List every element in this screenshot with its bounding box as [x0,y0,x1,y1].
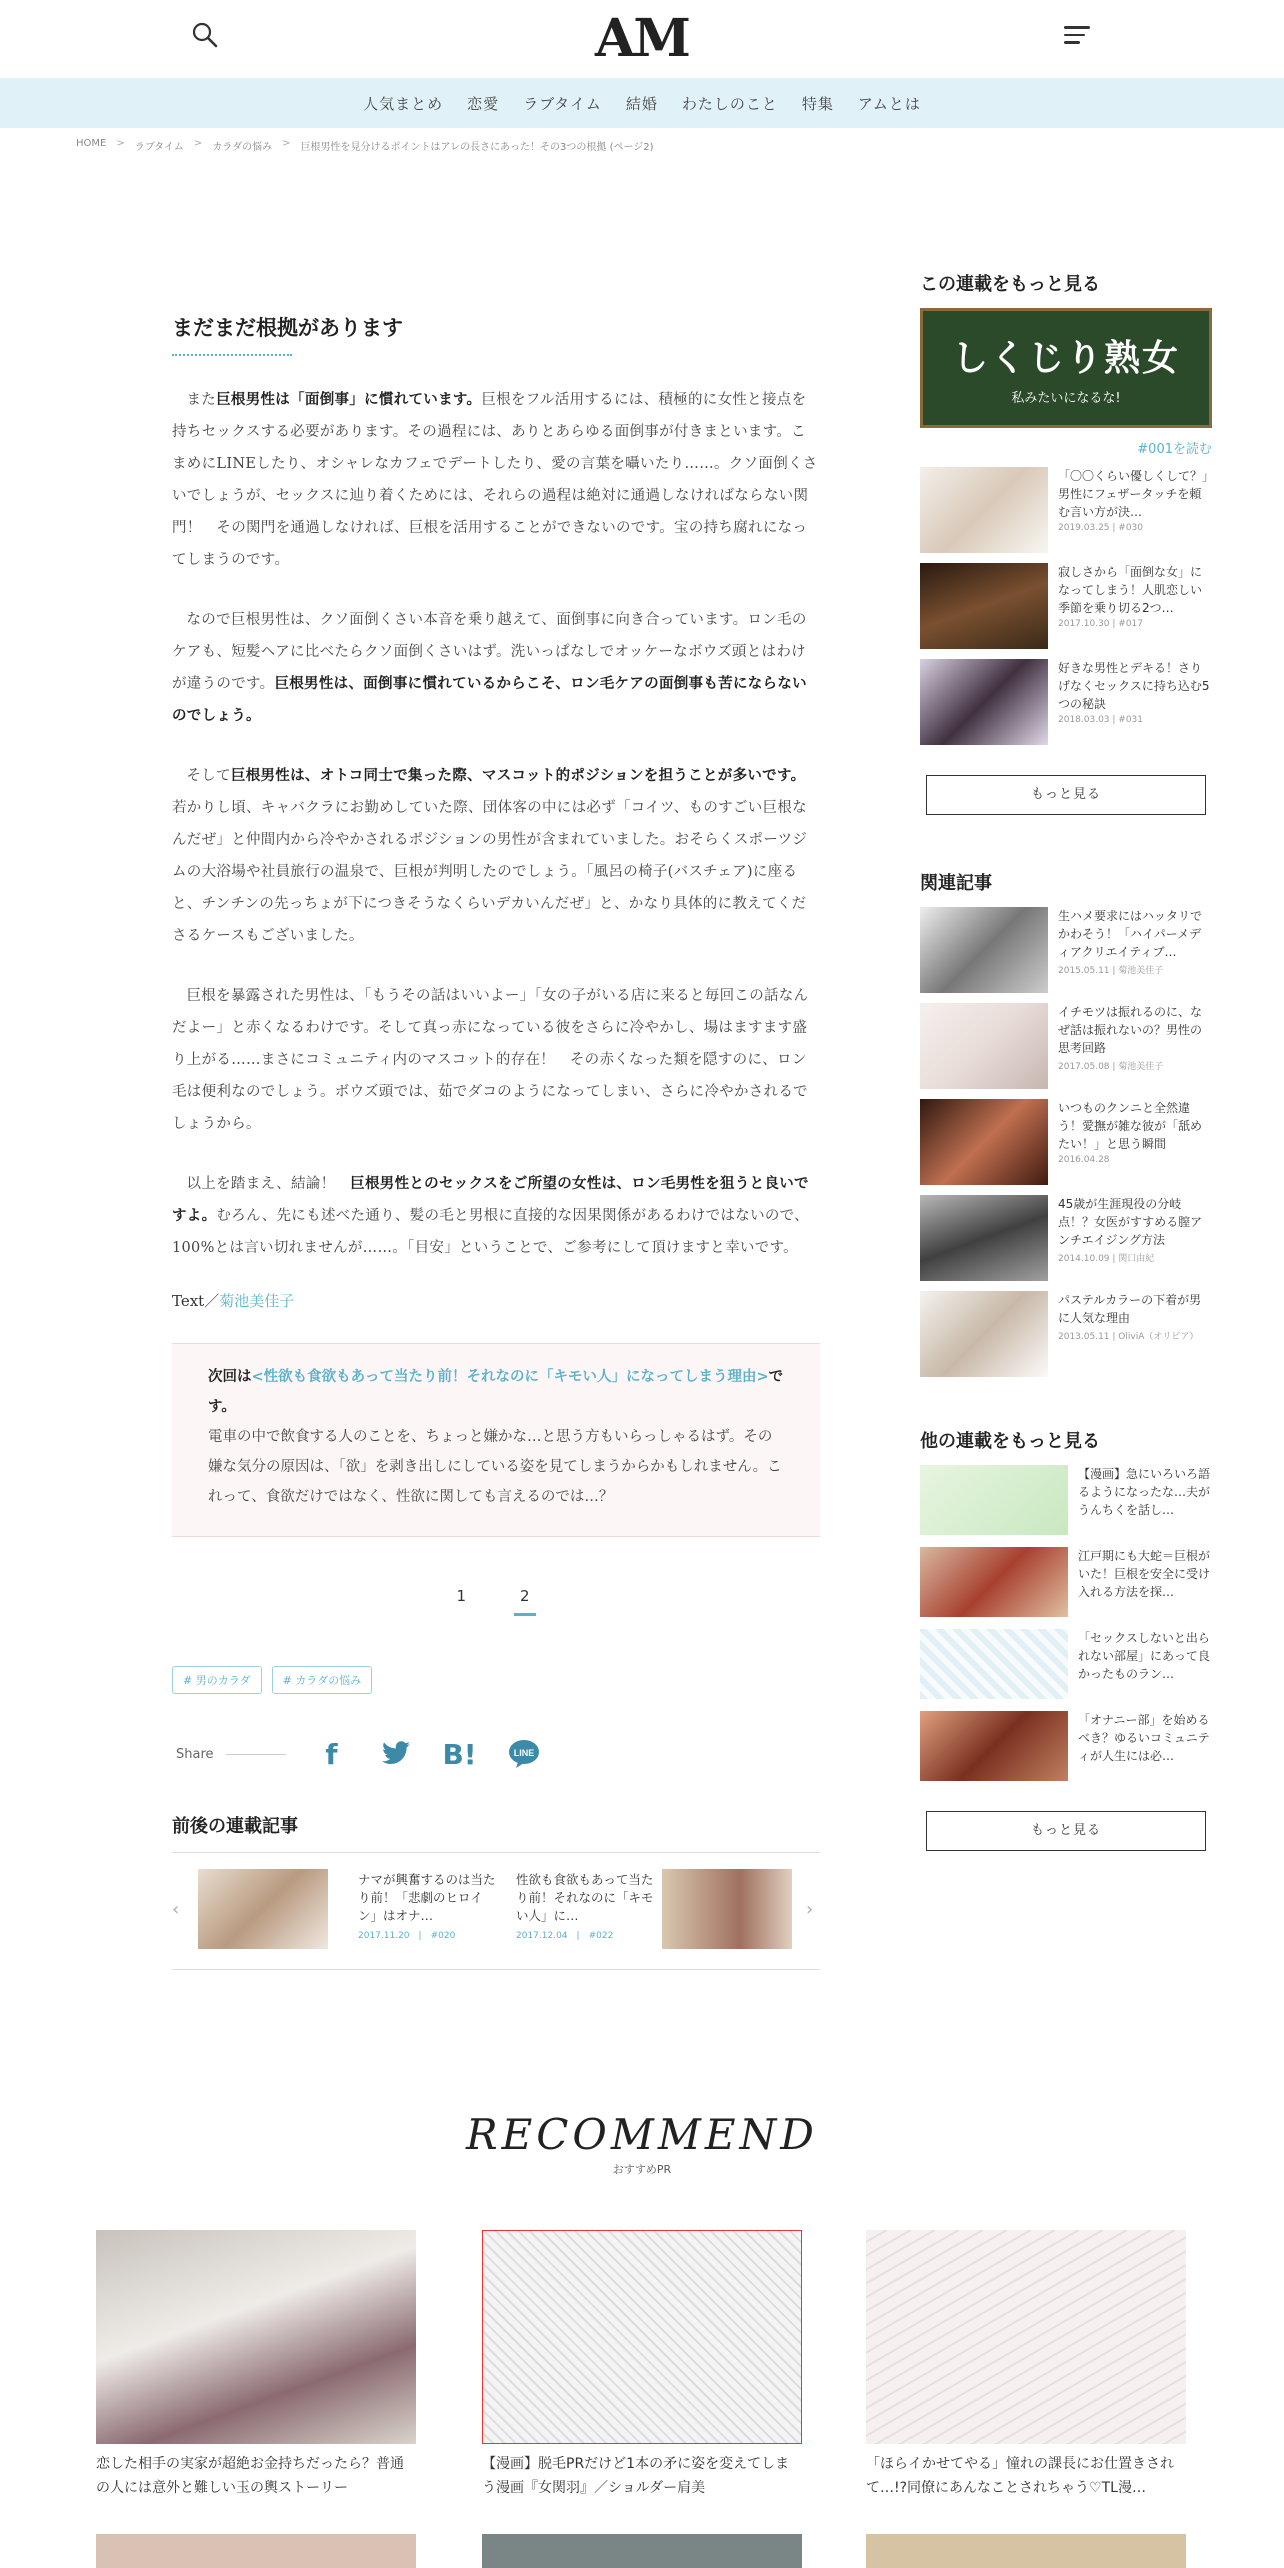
article-paragraph [172,384,820,576]
nav-item[interactable]: 人気まとめ [363,94,444,113]
divider [226,1754,286,1755]
article-info [1078,1547,1212,1617]
article-thumbnail [920,467,1048,553]
more-button[interactable]: もっと見る [926,775,1206,815]
recommend-title: 「ほらイかせてやる」憧れの課長にお仕置きされて…!?同僚にあんなことされちゃう♡TL漫… [866,2456,1174,2496]
article-meta: 2016.04.28 [1058,1155,1110,1165]
author-credit [172,1290,820,1311]
next-article-title: 性欲も食欲もあって当たり前！それなのに「キモい人」に… [516,1872,654,1923]
site-logo[interactable]: AM [595,7,689,69]
page-1-link[interactable]: 1 [456,1587,466,1605]
tag-link[interactable]: # 男のカラダ [172,1666,262,1694]
breadcrumb-item[interactable]: カラダの悩み [212,142,273,153]
article-title: 寂しさから「面倒な女」になってしまう！人肌恋しい季節を乗り切る2つ… [1058,565,1203,615]
breadcrumb-home[interactable]: HOME [76,138,107,149]
article-paragraphs [172,384,820,1264]
article-meta: 2017.10.30 | #017 [1058,619,1144,629]
recommend-image[interactable] [482,2534,802,2568]
article-thumbnail [920,1629,1068,1699]
author-link[interactable]: 菊池美佳子 [219,1292,295,1310]
recommend-image[interactable] [866,2534,1186,2568]
recommend-card[interactable] [866,2230,1186,2500]
series-banner[interactable] [920,308,1212,428]
article-title: 生ハメ要求にはハッタリでかわそう！「ハイパーメディアクリエイティブ… [1058,909,1203,959]
article-thumbnail [920,1099,1048,1185]
article-title: 45歳が生涯現役の分岐点！？女医がすすめる膣アンチエイジング方法 [1058,1197,1203,1247]
text-run: 若かりし頃、キャバクラにお勤めしていた際、団体客の中には必ず「コイツ、ものすごい巨根なんだぜ」と仲間内から冷やかされるポジションの男性が含まれていました。おそらくスポーツジムの大浴場や社員旅行の温泉で、巨根が判明したのでしょう。「風呂の椅子(バスチェア)に座ると、チンチンの先っちょが下につきそうなくらいデカいんだぜ」と、かなり具体的に教えてくださるケースもございました。 [172,800,808,944]
article-body [172,300,820,1970]
sidebar-article[interactable] [920,1711,1212,1781]
text-run: 以上を踏まえ、結論！ [186,1176,351,1192]
article-meta: 2014.10.09 | 関口由紀 [1058,1254,1155,1264]
chevron-right-icon: > [282,138,291,149]
article-paragraph [172,604,820,732]
next-article-box [172,1343,820,1537]
article-thumbnail [920,907,1048,993]
sidebar [920,270,1212,1851]
text-run: なので巨根男性は、クソ面倒くさい本音を乗り越えて、面倒事に向き合っています。ロン毛のケアも、短髪ヘアに比べたらクソ面倒くさいはず。洗いっぱなしでオッケーなボウズ頭とはわけが違うのです。 [172,612,807,692]
article-info [1058,1291,1212,1377]
hamburger-menu-icon[interactable] [1064,26,1090,46]
next-lead: 次回は [208,1369,252,1385]
recommend-card[interactable] [482,2230,802,2500]
related-heading: 関連記事 [920,873,992,894]
bold-text: 巨根男性は、面倒事に慣れているからこそ、ロン毛ケアの面倒事も苦にならないのでしょう。 [172,675,807,724]
nav-item[interactable]: 結婚 [625,94,658,113]
global-nav [0,78,1284,128]
recommend-card[interactable] [96,2230,416,2500]
share-bar [172,1734,820,1774]
article-info [1058,1003,1212,1089]
sidebar-article[interactable] [920,907,1212,993]
chevron-right-icon: > [193,138,203,149]
article-info [1058,1099,1212,1185]
article-thumbnail [920,1195,1048,1281]
site-header [0,0,1284,78]
recommend-image[interactable] [96,2534,416,2568]
chevron-right-icon[interactable]: › [806,1899,814,1920]
article-title: イチモツは振れるのに、なぜ話は振れないの？男性の思考回路 [1058,1005,1203,1055]
facebook-icon[interactable]: f [325,1737,338,1771]
sidebar-article[interactable] [920,1547,1212,1617]
recommend-heading: RECOMMEND [466,2110,818,2159]
article-info [1058,1195,1212,1281]
sidebar-article[interactable] [920,1629,1212,1699]
article-info [1078,1629,1212,1699]
nav-item[interactable]: 恋愛 [467,94,500,113]
read-first-link[interactable]: #001を読む [1137,442,1212,457]
tag-list [172,1666,820,1694]
article-meta: 2018.03.03 | #031 [1058,715,1144,725]
text-run: むろん、先にも述べた通り、髪の毛と男根に直接的な因果関係があるわけではないので、100%とは言い切れませんが……。「目安」ということで、ご参考にして頂けますと幸いです。 [172,1208,809,1256]
article-info [1058,467,1212,553]
pagination [172,1587,820,1616]
sidebar-article[interactable] [920,1291,1212,1377]
sidebar-article[interactable] [920,1099,1212,1185]
bold-text: 巨根男性は「面倒事」に慣れています。 [216,391,482,408]
banner-subtitle: 私みたいになるな! [1011,391,1121,406]
series-nav-heading: 前後の連載記事 [172,1816,298,1837]
next-article-link[interactable]: <性欲も食欲もあって当たり前！それなのに「キモい人」になってしまう理由> [251,1369,769,1385]
next-description: 電車の中で飲食する人のことを、ちょっと嫌かな…と思う方もいらっしゃるはず。その嫌な気分の原因は、「欲」を剥き出しにしている姿を見てしまうからかもしれません。これって、食欲だけではなく、性欲に関しても言えるのでは…？ [208,1429,782,1505]
next-article-thumb[interactable] [662,1869,792,1949]
breadcrumb-item[interactable]: ラブタイム [134,142,184,153]
series-nav [172,1852,820,1970]
article-thumbnail [920,1547,1068,1617]
article-meta: 2017.05.08 | 菊池美佳子 [1058,1062,1164,1072]
article-info [1058,659,1212,745]
sidebar-article[interactable] [920,1195,1212,1281]
share-label: Share [176,1746,214,1762]
article-title: 好きな男性とデキる！さりげなくセックスに持ち込む5つの秘訣 [1058,661,1210,711]
article-thumbnail [920,1291,1048,1377]
svg-text:LINE: LINE [513,1748,534,1758]
chevron-left-icon[interactable]: ‹ [172,1899,180,1920]
next-tail: です。 [208,1369,784,1415]
article-title: パステルカラーの下着が男に人気な理由 [1058,1293,1202,1325]
article-title: 江戸期にも大蛇＝巨根がいた！巨根を安全に受け入れる方法を探… [1078,1549,1211,1599]
article-title: 【漫画】急にいろいろ語るようになったな…夫がうんちくを話し… [1078,1467,1211,1517]
sidebar-article[interactable] [920,1465,1212,1535]
text-run: そして [186,768,231,784]
chevron-right-icon: > [116,138,125,149]
prev-article[interactable] [358,1871,498,1945]
prev-article-meta: 2017.11.20 | #020 [358,1931,456,1941]
article-paragraph [172,1168,820,1264]
sidebar-article[interactable] [920,563,1212,649]
bold-text: 巨根男性とのセックスをご所望の女性は、ロン毛男性を狙うと良いですよ。 [172,1175,809,1224]
sidebar-article[interactable] [920,1003,1212,1089]
article-info [1078,1711,1212,1781]
recommend-title: 【漫画】脱毛PRだけど1本の矛に姿を変えてしまう漫画『女関羽』／ショルダー肩美 [482,2456,790,2496]
prev-article-title: ナマが興奮するのは当たり前！「悲劇のヒロイン」はオナ… [358,1872,496,1923]
nav-item[interactable]: 特集 [801,94,834,113]
page-2-current[interactable]: 2 [514,1587,536,1616]
article-meta: 2019.03.25 | #030 [1058,523,1144,533]
article-title: 「オナニー部」を始めるべき？ゆるいコミュニティが人生には必… [1078,1713,1210,1763]
article-thumbnail [920,1465,1068,1535]
article-thumbnail [920,1003,1048,1089]
article-thumbnail [920,563,1048,649]
other-series-heading: 他の連載をもっと見る [920,1431,1100,1452]
twitter-icon[interactable] [376,1734,416,1774]
article-meta: 2015.05.11 | 菊池美佳子 [1058,966,1164,976]
text-run: また [186,392,217,408]
next-article[interactable] [516,1871,656,1945]
article-title: 「セックスしないと出られない部屋」にあって良かったものラン… [1078,1631,1210,1681]
prev-article-thumb[interactable] [198,1869,328,1949]
breadcrumb-current: 巨根男性を見分けるポイントはアレの長さにあった！その3つの根拠 (ページ2) [300,142,654,153]
article-meta: 2013.05.11 | OliviA（オリビア） [1058,1332,1199,1342]
recommend-image [96,2230,416,2444]
more-button[interactable]: もっと見る [926,1811,1206,1851]
series-heading: この連載をもっと見る [920,274,1100,295]
article-thumbnail [920,659,1048,745]
sidebar-article[interactable] [920,659,1212,745]
recommend-image [482,2230,802,2444]
breadcrumb [76,138,654,153]
nav-item[interactable]: アムとは [857,94,921,113]
sidebar-article[interactable] [920,467,1212,553]
section-heading: まだまだ根拠があります [172,312,820,356]
recommend-sub: おすすめPR [612,2163,672,2176]
search-icon[interactable] [190,20,220,50]
article-info [1058,907,1212,993]
article-thumbnail [920,1711,1068,1781]
hatena-bookmark-icon[interactable]: B! [442,1737,477,1771]
recommend-section [0,2110,1284,2177]
credit-label: Text／ [172,1292,220,1310]
tag-link[interactable]: # カラダの悩み [272,1666,373,1694]
article-title: いつものクンニと全然違う！愛撫が雑な彼が「舐めたい！」と思う瞬間 [1058,1101,1203,1151]
banner-title: しくじり熟女 [951,338,1180,379]
recommend-title: 恋した相手の実家が超絶お金持ちだったら？普通の人には意外と難しい玉の輿ストーリー [96,2456,404,2496]
bold-text: 巨根男性は、オトコ同士で集った際、マスコット的ポジションを担うことが多いです。 [230,767,806,784]
next-article-meta: 2017.12.04 | #022 [516,1931,614,1941]
line-icon[interactable] [504,1734,544,1774]
article-title: 「〇〇くらい優しくして？」男性にフェザータッチを頼む言い方が決… [1058,469,1209,519]
text-run: 巨根を暴露された男性は、「もうその話はいいよー」「女の子がいる店に来ると毎回この話なんだよー」と赤くなるわけです。そして真っ赤になっている彼をさらに冷やかし、場はますます盛り上がる……まさにコミュニティ内のマスコット的存在！ その赤くなった類を隠すのに、ロン毛は便利なのでしょう。ボウズ頭では、茹でダコのようになってしまい、さらに冷やかされるでしょうから。 [172,988,809,1132]
text-run: 巨根をフル活用するには、積極的に女性と接点を持ちセックスする必要があります。その過程には、ありとあらゆる面倒事が付きまといます。こまめにLINEしたり、オシャレなカフェでデートしたり、愛の言葉を囁いたり……。クソ面倒くさいでしょうが、セックスに辿り着くためには、それらの過程は絶対に通過しなければならない関門！ その関門を通過しなければ、巨根を活用することができないのです。宝の持ち腐れになってしまうのです。 [172,392,818,568]
nav-item[interactable]: ラブタイム [523,94,602,113]
article-paragraph [172,980,820,1140]
nav-item[interactable]: わたしのこと [681,94,778,113]
article-info [1078,1465,1212,1535]
article-paragraph [172,760,820,952]
recommend-image [866,2230,1186,2444]
article-info [1058,563,1212,649]
